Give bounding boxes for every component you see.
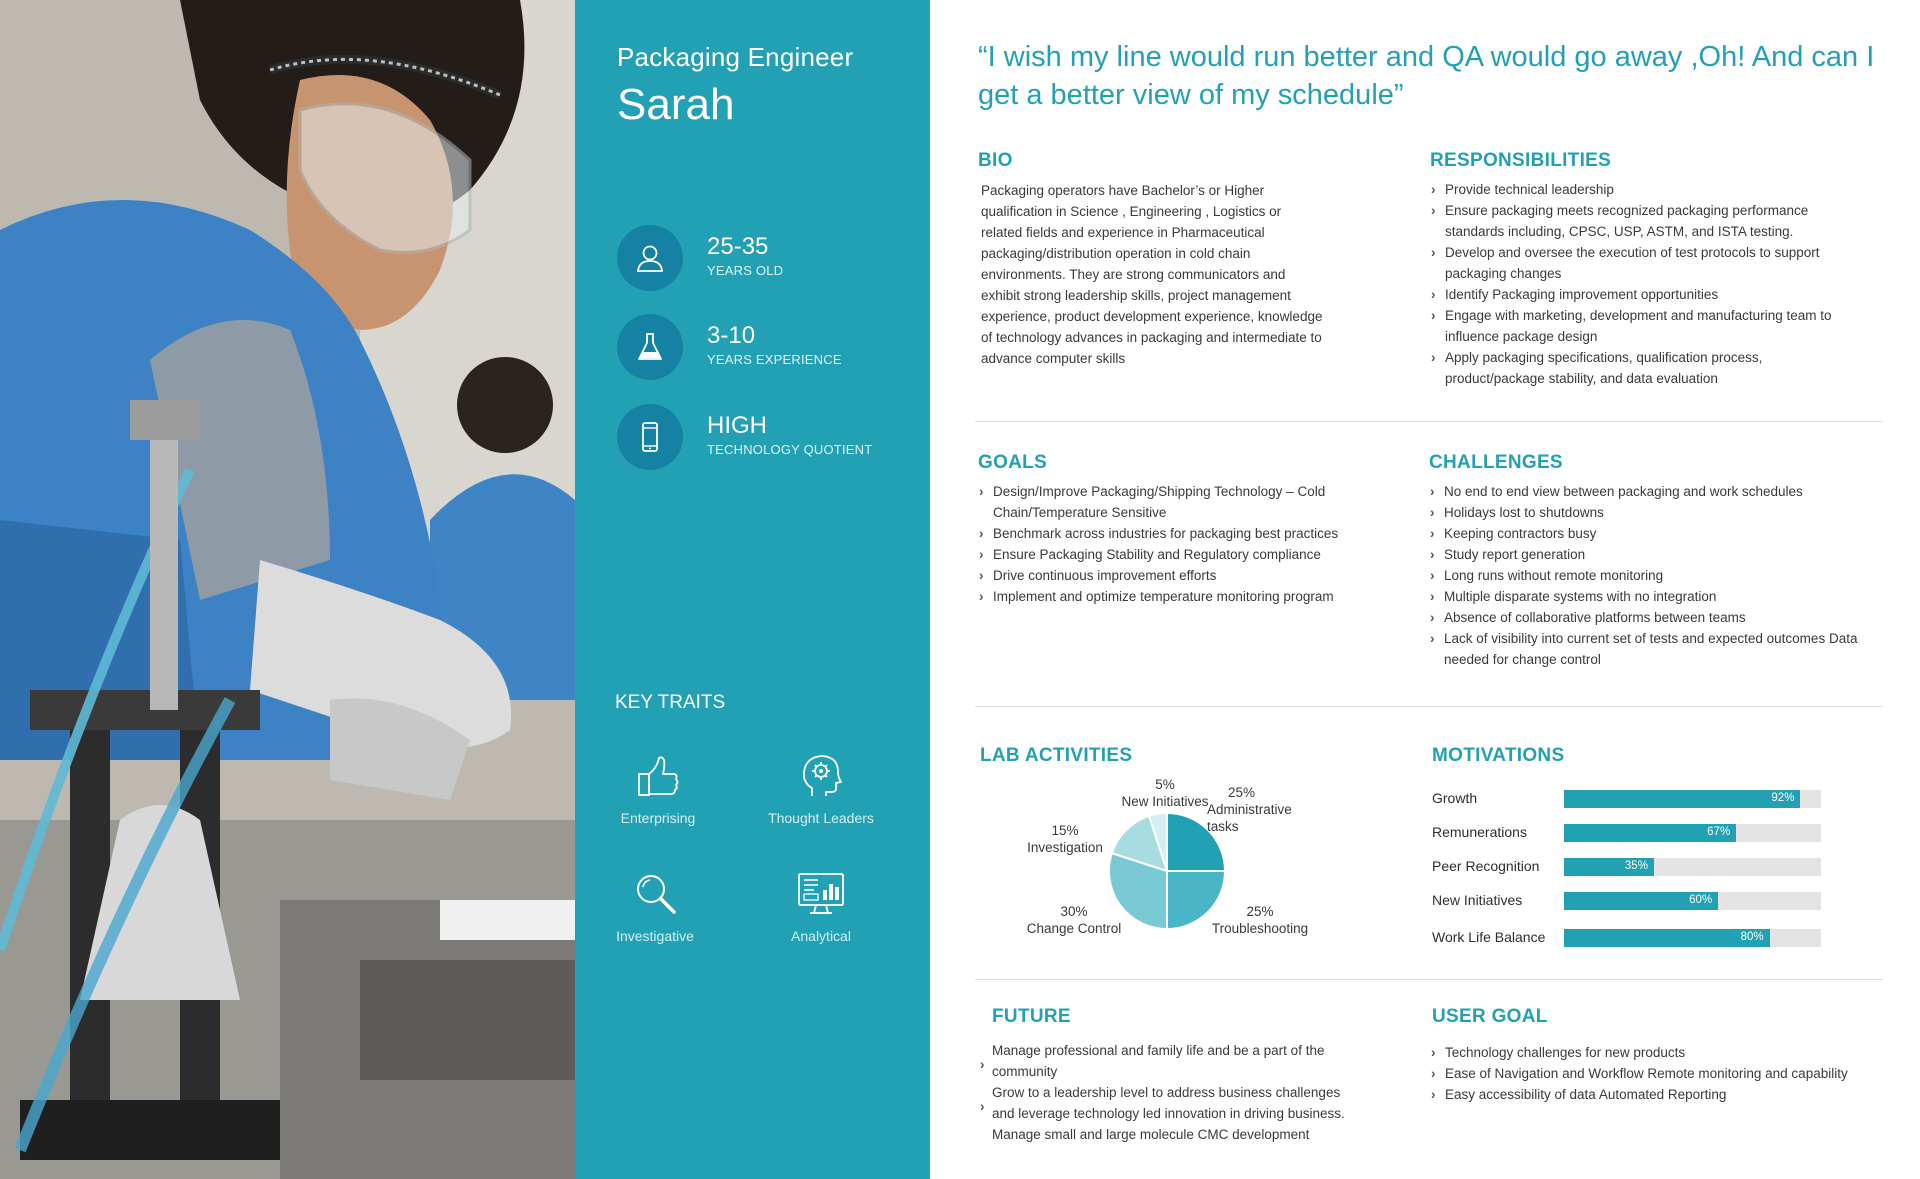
list-item: › Study report generation bbox=[1430, 544, 1870, 565]
motivation-bar-row bbox=[1432, 927, 1832, 949]
flask-icon bbox=[617, 314, 683, 380]
trait-label: Thought Leaders bbox=[768, 810, 874, 826]
bio-title: BIO bbox=[978, 150, 1013, 171]
list-item: › Engage with marketing, development and manufacturing team to influence package design bbox=[1431, 305, 1861, 347]
list-item: › Technology challenges for new products bbox=[1431, 1042, 1851, 1063]
pie-label-pct: 25% bbox=[1228, 785, 1256, 800]
list-item: › Benchmark across industries for packaging best practices bbox=[979, 523, 1344, 544]
pie-label-name: Troubleshooting bbox=[1211, 921, 1309, 936]
challenges-title: CHALLENGES bbox=[1429, 452, 1563, 473]
persona-sidebar bbox=[575, 0, 930, 1179]
persona-quote: “I wish my line would run better and QA would go away ,Oh! And can I get a better view of my schedule” bbox=[978, 41, 1875, 111]
motivation-bar-row bbox=[1432, 788, 1832, 810]
magnifier-icon bbox=[632, 870, 678, 918]
pie-label-name: Change Control bbox=[1026, 921, 1122, 936]
list-item: › Develop and oversee the execution of test protocols to support packaging changes bbox=[1431, 242, 1861, 284]
stat-technology-value: HIGH bbox=[707, 412, 767, 439]
trait-label: Enterprising bbox=[620, 810, 696, 826]
monitor-chart-icon bbox=[796, 870, 846, 918]
list-item: › Design/Improve Packaging/Shipping Technology – Cold Chain/Temperature Sensitive bbox=[979, 481, 1344, 523]
responsibilities-title: RESPONSIBILITIES bbox=[1430, 150, 1612, 171]
head-gear-icon bbox=[798, 752, 844, 800]
pie-label-name: Investigation bbox=[1027, 840, 1103, 855]
list-item: › Holidays lost to shutdowns bbox=[1430, 502, 1870, 523]
bar-fill bbox=[1564, 858, 1654, 876]
stat-experience-value: 3-10 bbox=[707, 322, 756, 349]
bar-value: 80% bbox=[1740, 931, 1764, 943]
pie-label-name: Administrative tasks bbox=[1207, 802, 1292, 834]
section-divider bbox=[975, 979, 1883, 980]
stat-age-value: 25-35 bbox=[707, 233, 769, 260]
bar-value: 60% bbox=[1689, 894, 1713, 906]
bar-fill bbox=[1564, 824, 1736, 842]
person-icon bbox=[617, 225, 683, 291]
bar-fill bbox=[1564, 892, 1718, 910]
list-item: Manage small and large molecule CMC development bbox=[992, 1127, 1310, 1142]
pie-label-pct: 30% bbox=[1060, 904, 1088, 919]
list-item: › Ease of Navigation and Workflow Remote monitoring and capability bbox=[1431, 1063, 1851, 1084]
bar-label: New Initiatives bbox=[1432, 892, 1523, 908]
future-list bbox=[980, 1040, 1360, 1145]
list-item: › Drive continuous improvement efforts bbox=[979, 565, 1344, 586]
trait-label: Investigative bbox=[616, 928, 694, 944]
trait-label: Analytical bbox=[791, 928, 851, 944]
bar-fill bbox=[1564, 790, 1800, 808]
bar-value: 67% bbox=[1707, 826, 1731, 838]
challenges-list bbox=[1430, 481, 1870, 670]
goals-list bbox=[979, 481, 1344, 607]
pie-label-investigation bbox=[1010, 822, 1120, 856]
stat-technology-caption: TECHNOLOGY QUOTIENT bbox=[707, 442, 873, 457]
bar-fill bbox=[1564, 929, 1770, 947]
list-item: › Manage professional and family life and be a part of the community bbox=[980, 1040, 1360, 1082]
pie-label-pct: 5% bbox=[1155, 777, 1175, 792]
bar-track bbox=[1564, 892, 1821, 910]
pie-label-administrative bbox=[1207, 784, 1357, 835]
list-item: › Multiple disparate systems with no integration bbox=[1430, 586, 1870, 607]
bar-track bbox=[1564, 790, 1821, 808]
bar-track bbox=[1564, 858, 1821, 876]
trait-thought-leaders bbox=[746, 752, 896, 826]
bar-label: Remunerations bbox=[1432, 824, 1527, 840]
list-item: › Lack of visibility into current set of tests and expected outcomes Data needed for change control bbox=[1430, 628, 1870, 670]
lab-activities-title: LAB ACTIVITIES bbox=[980, 745, 1133, 766]
pie-label-change-control bbox=[1014, 903, 1134, 937]
persona-role: Packaging Engineer bbox=[617, 42, 854, 72]
list-item: › Grow to a leadership level to address business challenges and leverage technology led innovation in driving business. bbox=[980, 1082, 1360, 1124]
pie-label-pct: 25% bbox=[1246, 904, 1274, 919]
stat-technology bbox=[617, 404, 917, 470]
motivation-bar-row bbox=[1432, 890, 1832, 912]
user-goal-list bbox=[1431, 1042, 1851, 1105]
pie-label-pct: 15% bbox=[1051, 823, 1079, 838]
list-item: › Absence of collaborative platforms between teams bbox=[1430, 607, 1870, 628]
bar-value: 35% bbox=[1624, 860, 1648, 872]
stat-experience-caption: YEARS EXPERIENCE bbox=[707, 352, 842, 367]
bar-label: Growth bbox=[1432, 790, 1478, 806]
section-divider bbox=[975, 421, 1883, 422]
stat-age bbox=[617, 225, 917, 291]
bar-track bbox=[1564, 929, 1821, 947]
trait-investigative bbox=[580, 870, 730, 944]
trait-enterprising bbox=[583, 752, 733, 826]
motivations-title: MOTIVATIONS bbox=[1432, 745, 1565, 766]
pie-label-new-initiatives bbox=[1105, 776, 1225, 810]
bar-value: 92% bbox=[1771, 792, 1795, 804]
list-item: › No end to end view between packaging and work schedules bbox=[1430, 481, 1870, 502]
goals-title: GOALS bbox=[978, 452, 1048, 473]
motivation-bar-row bbox=[1432, 856, 1832, 878]
list-item: › Long runs without remote monitoring bbox=[1430, 565, 1870, 586]
list-item: › Ensure Packaging Stability and Regulatory compliance bbox=[979, 544, 1344, 565]
responsibilities-list bbox=[1431, 179, 1861, 389]
list-item: › Implement and optimize temperature monitoring program bbox=[979, 586, 1344, 607]
user-goal-title: USER GOAL bbox=[1432, 1006, 1548, 1027]
list-item: › Ensure packaging meets recognized packaging performance standards including, CPSC, USP, ASTM, and ISTA testing. bbox=[1431, 200, 1861, 242]
list-item: › Identify Packaging improvement opportunities bbox=[1431, 284, 1861, 305]
trait-analytical bbox=[746, 870, 896, 944]
persona-name: Sarah bbox=[617, 80, 735, 129]
smartphone-icon bbox=[617, 404, 683, 470]
future-title: FUTURE bbox=[992, 1006, 1071, 1027]
pie-label-name: New Initiatives bbox=[1121, 794, 1209, 809]
motivation-bar-row bbox=[1432, 822, 1832, 844]
pie-label-troubleshooting bbox=[1200, 903, 1320, 937]
stat-age-caption: YEARS OLD bbox=[707, 263, 784, 278]
list-item: › Keeping contractors busy bbox=[1430, 523, 1870, 544]
section-divider bbox=[975, 706, 1883, 707]
lab-worker-illustration bbox=[0, 0, 575, 1179]
list-item: › Easy accessibility of data Automated Reporting bbox=[1431, 1084, 1851, 1105]
bar-label: Peer Recognition bbox=[1432, 858, 1540, 874]
persona-photo bbox=[0, 0, 575, 1179]
bar-track bbox=[1564, 824, 1821, 842]
list-item: › Provide technical leadership bbox=[1431, 179, 1861, 200]
list-item: › Apply packaging specifications, qualification process, product/package stability, and data evaluation bbox=[1431, 347, 1861, 389]
key-traits-title: KEY TRAITS bbox=[615, 692, 726, 713]
thumbs-up-icon bbox=[635, 752, 681, 800]
bar-label: Work Life Balance bbox=[1432, 929, 1546, 945]
bio-text: Packaging operators have Bachelor’s or Higher qualification in Science , Engineering , Logistics or related fields and experience in Pharmaceutical packaging/distribution operation in cold chain environments. They are strong communicators and exhibit strong leadership skills, project management experience, product development experience, knowledge of technology advances in packaging and intermediate to advance computer skills bbox=[981, 183, 1323, 366]
stat-experience bbox=[617, 314, 917, 380]
